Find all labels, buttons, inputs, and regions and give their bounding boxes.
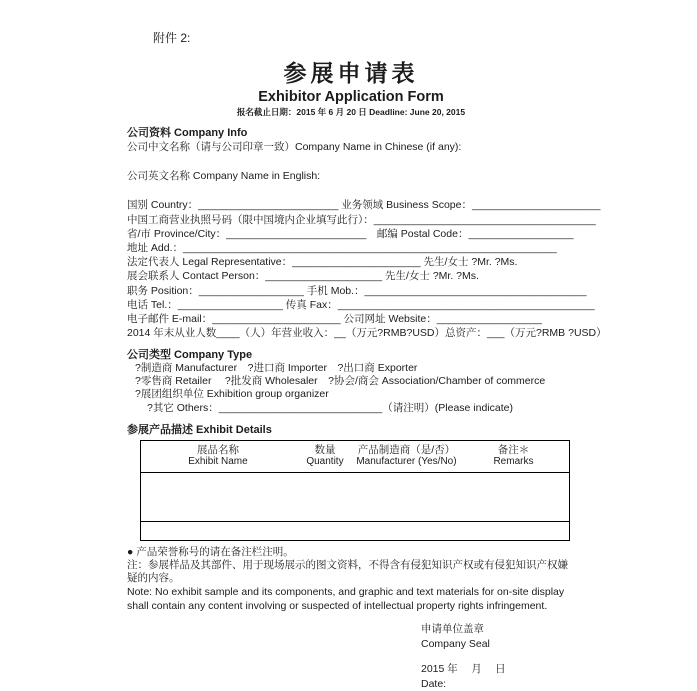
- form-line-address: 地址 Add.：________________________________________________________________: [127, 242, 557, 255]
- form-line-position-mobile: 职务 Position：__________________ 手机 Mob.：______________________________________: [127, 284, 587, 297]
- form-line-email-website: 电子邮件 E-mail：______________________ 公司网址 Website：__________________: [127, 313, 542, 326]
- column-header-remarks-cn: 备注＊: [497, 443, 530, 456]
- company-type-option-manufacturer-importer-exporter: ?制造商 Manufacturer ?进口商 Importer ?出口商 Exporter: [135, 362, 418, 375]
- company-type-others-line: ?其它 Others：____________________________（请注明）(Please indicate): [147, 401, 513, 414]
- deadline-text: 报名截止日期：2015 年 6 月 20 日 Deadline: June 20, 2015: [236, 107, 466, 117]
- form-title-en: Exhibitor Application Form: [258, 89, 444, 105]
- company-name-en-write-space: [127, 183, 575, 198]
- section-company-type: [127, 348, 575, 414]
- form-line-staff-revenue-assets: 2014 年末从业人数____（人）年营业收入：__（万元?RMB?USD）总资产：___（万元?RMB ?USD）: [127, 327, 607, 340]
- attachment-label: 附件 2:: [153, 31, 191, 45]
- date-line: 2015 年 月 日: [421, 663, 506, 676]
- form-line-country-scope: 国别 Country：________________________ 业务领域 Business Scope：______________________: [127, 199, 601, 212]
- company-seal-label-cn: 申请单位盖章: [421, 623, 484, 636]
- form-line-business-license: 中国工商营业执照号码（限中国境内企业填写此行）：______________________________________: [127, 213, 596, 226]
- column-header-exhibit-name: [141, 440, 295, 472]
- form-line-province-postal: 省/市 Province/City：________________________ 邮编 Postal Code：__________________: [127, 227, 574, 240]
- section-exhibit-details: [127, 423, 575, 613]
- form-line-tel-fax: 电话 Tel.：__________________ 传真 Fax：____________________________________________: [127, 298, 595, 311]
- date-label: Date:: [421, 677, 447, 690]
- ip-note-cn: 注：参展样品及其部件、用于现场展示的图文资料，不得含有侵犯知识产权或有侵犯知识产权嫌疑的内容。: [127, 558, 568, 585]
- column-header-quantity-en: Quantity: [306, 455, 344, 467]
- company-seal-label-en: Company Seal: [421, 637, 490, 650]
- company-name-cn-label: 公司中文名称（请与公司印章一致）Company Name in Chinese (if any):: [127, 141, 462, 153]
- company-name-en-label: 公司英文名称 Company Name in English:: [127, 170, 321, 183]
- section-company-info: [127, 126, 607, 340]
- company-type-option-exhibition-group: ?展团组织单位 Exhibition group organizer: [135, 388, 329, 401]
- column-header-remarks-en: Remarks: [493, 455, 534, 467]
- company-info-heading: 公司资料 Company Info: [127, 127, 248, 139]
- company-type-heading: 公司类型 Company Type: [127, 349, 253, 362]
- column-header-exhibit-name-cn: 展品名称: [196, 443, 239, 456]
- form-title-cn: 参展申请表: [283, 60, 419, 86]
- honor-title-note: ● 产品荣誉称号的请在备注栏注明。: [127, 545, 294, 558]
- ip-note-en: Note: No exhibit sample and its components, and graphic and text materials for on-site display shall contain any content involving or suspected of intellectual property rights infringement.: [127, 586, 565, 612]
- company-name-cn-write-space: [127, 154, 575, 169]
- column-header-quantity: [295, 440, 355, 472]
- exhibit-empty-row-2: [141, 521, 570, 540]
- form-line-contact-person: 展会联系人 Contact Person：____________________ 先生/女士 ?Mr. ?Ms.: [127, 270, 479, 283]
- exhibit-empty-row-1: [141, 472, 570, 521]
- column-header-exhibit-name-en: Exhibit Name: [188, 455, 248, 467]
- signature-block: [421, 622, 575, 691]
- column-header-manufacturer-en: Manufacturer (Yes/No): [356, 455, 457, 467]
- column-header-manufacturer-cn: 产品制造商（是/否）: [357, 443, 456, 456]
- column-header-remarks: [458, 440, 570, 472]
- form-line-legal-representative: 法定代表人 Legal Representative：______________________ 先生/女士 ?Mr. ?Ms.: [127, 256, 518, 269]
- exhibit-table-row: [141, 472, 570, 521]
- column-header-quantity-cn: 数量: [314, 443, 336, 456]
- column-header-manufacturer: [355, 440, 458, 472]
- exhibit-table: [140, 440, 570, 541]
- company-type-option-retailer-wholesaler-association: ?零售商 Retailer ?批发商 Wholesaler ?协会/商会 Association/Chamber of commerce: [135, 375, 546, 388]
- exhibit-details-heading: 参展产品描述 Exhibit Details: [127, 423, 272, 436]
- exhibit-table-row: [141, 521, 570, 540]
- exhibit-table-header-row: [141, 440, 570, 472]
